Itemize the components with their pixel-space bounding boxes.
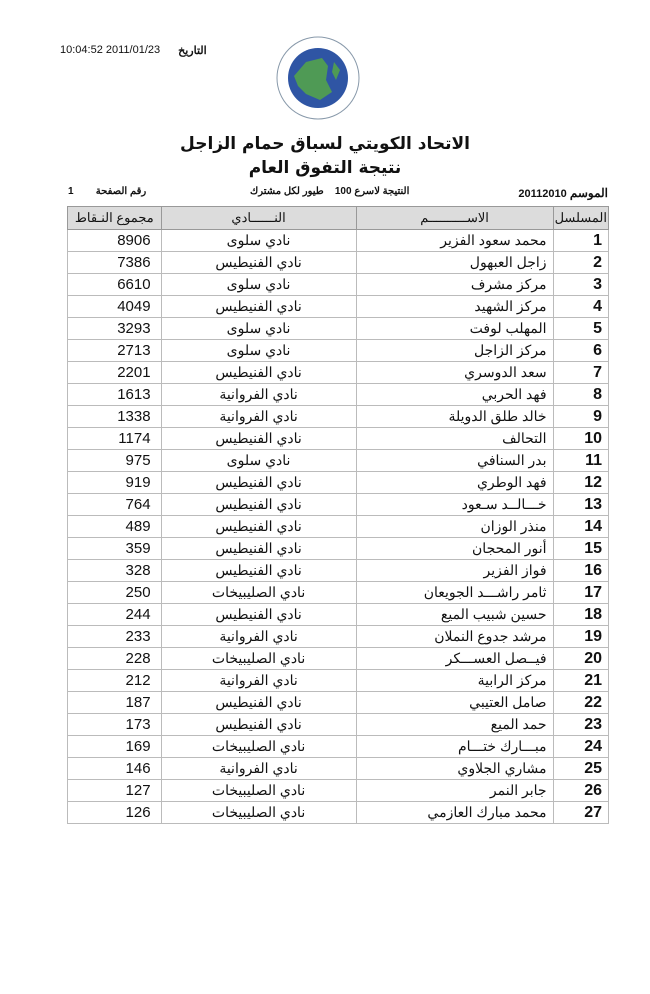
serial-cell: 2	[553, 252, 608, 274]
federation-logo-icon	[276, 36, 360, 120]
serial-cell: 11	[553, 450, 608, 472]
table-row	[68, 362, 609, 384]
table-row	[68, 450, 609, 472]
table-row	[68, 252, 609, 274]
serial-cell: 4	[553, 296, 608, 318]
club-cell: نادي الفنيطيس	[161, 692, 356, 714]
date-label: التاريخ	[178, 45, 207, 57]
serial-cell: 27	[553, 802, 608, 824]
serial-cell: 9	[553, 406, 608, 428]
results-table	[67, 206, 609, 824]
name-cell: بدر السنافي	[356, 450, 553, 472]
table-header	[68, 207, 609, 230]
points-cell: 169	[68, 736, 162, 758]
season-value: 20112010	[518, 188, 567, 200]
table-row	[68, 736, 609, 758]
result-suffix: طيور لكل مشترك	[250, 186, 324, 197]
club-cell: نادي الفروانية	[161, 384, 356, 406]
name-cell: خالد طلق الدويلة	[356, 406, 553, 428]
points-cell: 244	[68, 604, 162, 626]
name-cell: منذر الوزان	[356, 516, 553, 538]
points-cell: 7386	[68, 252, 162, 274]
points-cell: 2713	[68, 340, 162, 362]
serial-cell: 13	[553, 494, 608, 516]
serial-cell: 23	[553, 714, 608, 736]
page-title: الاتحاد الكويتي لسباق حمام الزاجل	[180, 134, 470, 154]
name-cell: مرشد جدوع النملان	[356, 626, 553, 648]
name-cell: ثامر راشـــد الجويعان	[356, 582, 553, 604]
points-cell: 359	[68, 538, 162, 560]
table-row	[68, 296, 609, 318]
club-cell: نادي الفنيطيس	[161, 714, 356, 736]
name-cell: المهلب لوفت	[356, 318, 553, 340]
points-cell: 173	[68, 714, 162, 736]
name-cell: محمد سعود الفزير	[356, 230, 553, 252]
points-cell: 1174	[68, 428, 162, 450]
points-cell: 233	[68, 626, 162, 648]
col-club: النــــــادي	[161, 207, 356, 230]
club-cell: نادي الصليبيخات	[161, 780, 356, 802]
points-cell: 1613	[68, 384, 162, 406]
club-cell: نادي الفنيطيس	[161, 472, 356, 494]
club-cell: نادي الفنيطيس	[161, 428, 356, 450]
col-serial: المسلسل	[553, 207, 608, 230]
club-cell: نادي سلوى	[161, 274, 356, 296]
season-label: الموسم	[569, 186, 608, 200]
name-cell: سعد الدوسري	[356, 362, 553, 384]
club-cell: نادي الصليبيخات	[161, 582, 356, 604]
page-number	[68, 186, 146, 197]
points-cell: 1338	[68, 406, 162, 428]
name-cell: مركز الرابية	[356, 670, 553, 692]
club-cell: نادي سلوى	[161, 318, 356, 340]
points-cell: 919	[68, 472, 162, 494]
points-cell: 8906	[68, 230, 162, 252]
table-row	[68, 692, 609, 714]
points-cell: 764	[68, 494, 162, 516]
season-info	[518, 186, 608, 200]
name-cell: فهد الحربي	[356, 384, 553, 406]
name-cell: مركز الزاجل	[356, 340, 553, 362]
serial-cell: 19	[553, 626, 608, 648]
serial-cell: 10	[553, 428, 608, 450]
table-row	[68, 604, 609, 626]
table-row	[68, 758, 609, 780]
table-row	[68, 494, 609, 516]
date-value: 10:04:52 2011/01/23	[60, 44, 161, 56]
table-row	[68, 406, 609, 428]
table-row	[68, 648, 609, 670]
club-cell: نادي الفروانية	[161, 406, 356, 428]
club-cell: نادي الفنيطيس	[161, 362, 356, 384]
serial-cell: 12	[553, 472, 608, 494]
table-row	[68, 472, 609, 494]
name-cell: زاجل العبهول	[356, 252, 553, 274]
name-cell: فهد الوطري	[356, 472, 553, 494]
name-cell: حسين شبيب الميع	[356, 604, 553, 626]
points-cell: 489	[68, 516, 162, 538]
club-cell: نادي الفروانية	[161, 626, 356, 648]
name-cell: محمد مبارك العازمي	[356, 802, 553, 824]
table-row	[68, 274, 609, 296]
points-cell: 328	[68, 560, 162, 582]
name-cell: مبـــارك ختـــام	[356, 736, 553, 758]
name-cell: حمد الميع	[356, 714, 553, 736]
table-row	[68, 670, 609, 692]
serial-cell: 8	[553, 384, 608, 406]
club-cell: نادي الصليبيخات	[161, 648, 356, 670]
result-info	[250, 186, 409, 197]
serial-cell: 22	[553, 692, 608, 714]
club-cell: نادي سلوى	[161, 340, 356, 362]
club-cell: نادي الصليبيخات	[161, 736, 356, 758]
name-cell: خـــالــد سـعود	[356, 494, 553, 516]
col-points: مجموع النـقاط	[68, 207, 162, 230]
club-cell: نادي سلوى	[161, 450, 356, 472]
table-row	[68, 780, 609, 802]
club-cell: نادي الفنيطيس	[161, 604, 356, 626]
serial-cell: 3	[553, 274, 608, 296]
table-row	[68, 560, 609, 582]
serial-cell: 14	[553, 516, 608, 538]
serial-cell: 16	[553, 560, 608, 582]
serial-cell: 26	[553, 780, 608, 802]
points-cell: 6610	[68, 274, 162, 296]
serial-cell: 18	[553, 604, 608, 626]
points-cell: 228	[68, 648, 162, 670]
points-cell: 4049	[68, 296, 162, 318]
club-cell: نادي الفنيطيس	[161, 252, 356, 274]
serial-cell: 7	[553, 362, 608, 384]
table-row	[68, 230, 609, 252]
points-cell: 187	[68, 692, 162, 714]
result-label: النتيجة لاسرع 100	[334, 186, 410, 197]
name-cell: فيــصل العســـكر	[356, 648, 553, 670]
points-cell: 3293	[68, 318, 162, 340]
club-cell: نادي الفروانية	[161, 758, 356, 780]
col-name: الاســــــــــم	[356, 207, 553, 230]
table-row	[68, 538, 609, 560]
serial-cell: 6	[553, 340, 608, 362]
name-cell: صامل العتيبي	[356, 692, 553, 714]
serial-cell: 21	[553, 670, 608, 692]
serial-cell: 24	[553, 736, 608, 758]
name-cell: أنور المحجان	[356, 538, 553, 560]
points-cell: 127	[68, 780, 162, 802]
table-row	[68, 318, 609, 340]
points-cell: 2201	[68, 362, 162, 384]
name-cell: جابر النمر	[356, 780, 553, 802]
club-cell: نادي الصليبيخات	[161, 802, 356, 824]
table-row	[68, 516, 609, 538]
report-date	[60, 44, 207, 57]
serial-cell: 15	[553, 538, 608, 560]
table-row	[68, 714, 609, 736]
club-cell: نادي الفنيطيس	[161, 296, 356, 318]
table-row	[68, 802, 609, 824]
club-cell: نادي الفنيطيس	[161, 494, 356, 516]
points-cell: 126	[68, 802, 162, 824]
table-row	[68, 428, 609, 450]
club-cell: نادي الفنيطيس	[161, 516, 356, 538]
name-cell: التحالف	[356, 428, 553, 450]
serial-cell: 5	[553, 318, 608, 340]
name-cell: مشاري الجلاوي	[356, 758, 553, 780]
table-row	[68, 582, 609, 604]
serial-cell: 1	[553, 230, 608, 252]
page-value: 1	[68, 186, 74, 197]
name-cell: مركز الشهيد	[356, 296, 553, 318]
table-row	[68, 384, 609, 406]
club-cell: نادي الفنيطيس	[161, 538, 356, 560]
club-cell: نادي سلوى	[161, 230, 356, 252]
club-cell: نادي الفنيطيس	[161, 560, 356, 582]
points-cell: 250	[68, 582, 162, 604]
points-cell: 146	[68, 758, 162, 780]
serial-cell: 20	[553, 648, 608, 670]
page-subtitle: نتيجة التفوق العام	[248, 158, 402, 178]
page-label: رقم الصفحة	[95, 186, 147, 197]
serial-cell: 17	[553, 582, 608, 604]
table-row	[68, 626, 609, 648]
points-cell: 975	[68, 450, 162, 472]
name-cell: مركز مشرف	[356, 274, 553, 296]
name-cell: فواز الفزير	[356, 560, 553, 582]
club-cell: نادي الفروانية	[161, 670, 356, 692]
points-cell: 212	[68, 670, 162, 692]
table-row	[68, 340, 609, 362]
serial-cell: 25	[553, 758, 608, 780]
